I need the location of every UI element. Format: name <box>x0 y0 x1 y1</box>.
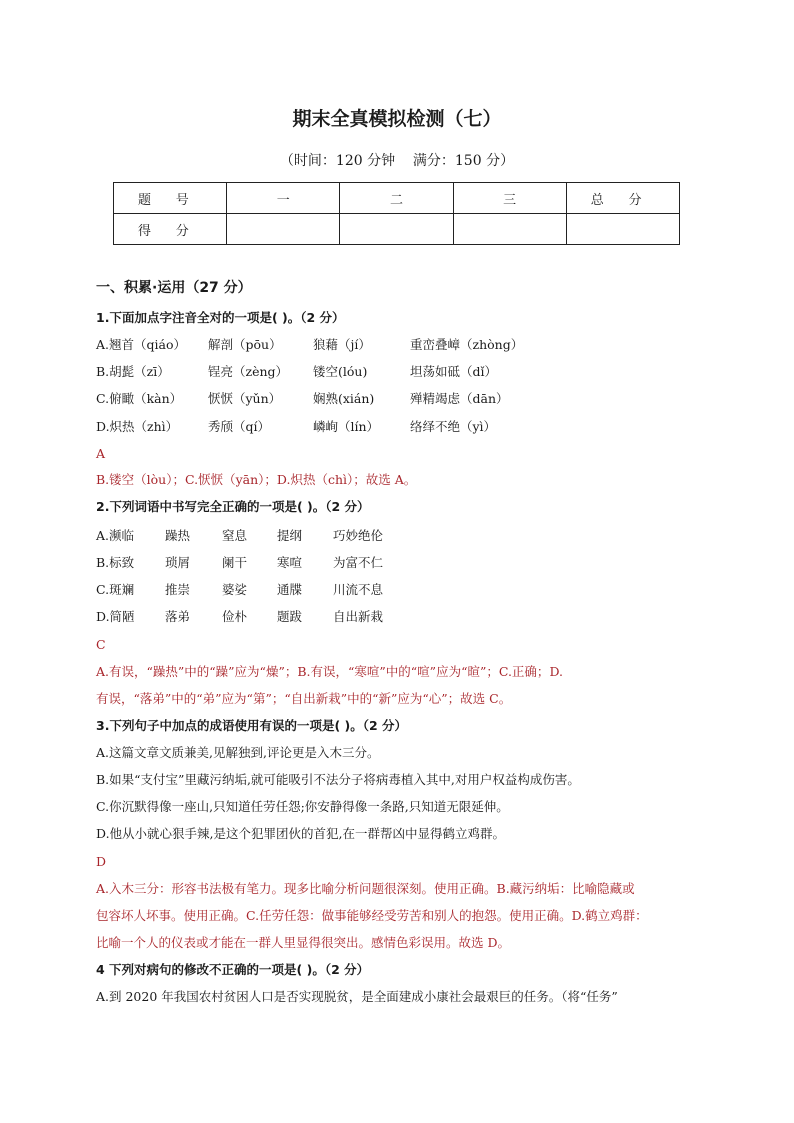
score-input-cell[interactable] <box>227 214 340 245</box>
answer-explanation: A.入木三分：形容书法极有笔力。现多比喻分析问题很深刻。使用正确。B.藏污纳垢：比喻隐藏或 <box>96 881 635 896</box>
option-text: 络绎不绝（yì） <box>410 419 497 434</box>
table-cell: 二 <box>340 183 453 214</box>
table-row <box>114 183 680 214</box>
option-text: 题跋 <box>277 609 303 624</box>
option-b: B.如果“支付宝”里藏污纳垢,就可能吸引不法分子将病毒植入其中,对用户权益构成伤害。 <box>96 772 580 787</box>
option-text: 自出新栽 <box>333 609 384 624</box>
table-cell: 题 号 <box>114 183 227 214</box>
option-text: 为富不仁 <box>333 555 384 570</box>
score-input-cell[interactable] <box>566 214 679 245</box>
table-cell: 得 分 <box>114 214 227 245</box>
option-text: 娴熟(xián) <box>313 391 375 406</box>
option-text: 镂空(lóu) <box>313 364 368 379</box>
option-text: 恹恹（yǔn） <box>208 391 282 406</box>
option-text: 解剖（pōu） <box>208 337 282 352</box>
option-a: A.濒临 <box>96 528 135 543</box>
exam-info: （时间：120 分钟 满分：150 分） <box>279 153 515 169</box>
table-cell: 一 <box>227 183 340 214</box>
option-text: 重峦叠嶂（zhòng） <box>410 337 524 352</box>
option-a: A.翘首（qiáo） <box>96 337 186 352</box>
table-row <box>114 214 680 245</box>
answer-explanation: 有误，“落弟”中的“弟”应为“第”；“自出新栽”中的“新”应为“心”；故选 C。 <box>96 691 512 706</box>
option-text: 推崇 <box>165 582 191 597</box>
answer-explanation: 包容坏人坏事。使用正确。C.任劳任怨：做事能够经受劳苦和别人的抱怨。使用正确。D.鹤立鸡群： <box>96 908 648 923</box>
option-text: 俭朴 <box>222 609 248 624</box>
question-stem: 4 下列对病句的修改不正确的一项是( )。（2 分） <box>96 962 370 977</box>
answer-explanation: A.有误，“躁热”中的“躁”应为“燥”；B.有误，“寒喧”中的“喧”应为“暄”；C.正确；D. <box>96 664 563 679</box>
option-text: 寒喧 <box>277 555 303 570</box>
option-b: B.胡髭（zī） <box>96 364 170 379</box>
score-table <box>113 182 680 245</box>
table-cell: 三 <box>453 183 566 214</box>
score-input-cell[interactable] <box>453 214 566 245</box>
table-cell: 总 分 <box>566 183 679 214</box>
question-stem: 2.下列词语中书写完全正确的一项是( )。（2 分） <box>96 499 370 514</box>
option-text: 窒息 <box>222 528 248 543</box>
option-text: 嶙峋（lín） <box>313 419 380 434</box>
section-heading: 一、积累·运用（27 分） <box>96 280 252 296</box>
question-stem: 1.下面加点字注音全对的一项是( )。（2 分） <box>96 310 345 325</box>
option-text: 坦荡如砥（dǐ） <box>410 364 497 379</box>
option-text: 琐屑 <box>165 555 191 570</box>
question-stem: 3.下列句子中加点的成语使用有误的一项是( )。（2 分） <box>96 718 408 733</box>
option-text: 落弟 <box>165 609 191 624</box>
option-text: 婆娑 <box>222 582 248 597</box>
answer-explanation: 比喻一个人的仪表或才能在一群人里显得很突出。感情色彩误用。故选 D。 <box>96 935 510 950</box>
option-d: D.他从小就心狠手辣,是这个犯罪团伙的首犯,在一群帮凶中显得鹤立鸡群。 <box>96 826 505 841</box>
option-a: A.到 2020 年我国农村贫困人口是否实现脱贫，是全面建成小康社会最艰巨的任务。（将“任务” <box>96 989 618 1004</box>
option-b: B.标致 <box>96 555 135 570</box>
option-text: 躁热 <box>165 528 191 543</box>
option-text: 通牒 <box>277 582 303 597</box>
answer-key: C <box>96 637 106 652</box>
option-text: 川流不息 <box>333 582 384 597</box>
option-a: A.这篇文章文质兼美,见解独到,评论更是入木三分。 <box>96 745 380 760</box>
option-text: 巧妙绝伦 <box>333 528 384 543</box>
option-c: C.俯瞰（kàn） <box>96 391 183 406</box>
option-text: 提纲 <box>277 528 303 543</box>
option-text: 锃亮（zèng） <box>208 364 289 379</box>
option-text: 狼藉（jí） <box>313 337 371 352</box>
option-text: 秀颀（qí） <box>208 419 270 434</box>
answer-key: A <box>96 446 106 461</box>
option-text: 殚精竭虑（dān） <box>410 391 509 406</box>
option-d: D.炽热（zhì） <box>96 419 179 434</box>
option-d: D.简陋 <box>96 609 135 624</box>
page-title: 期末全真模拟检测（七） <box>292 108 502 130</box>
option-c: C.斑斓 <box>96 582 135 597</box>
score-input-cell[interactable] <box>340 214 453 245</box>
option-text: 阑干 <box>222 555 248 570</box>
answer-key: D <box>96 854 107 869</box>
answer-explanation: B.镂空（lòu）；C.恹恹（yān）；D.炽热（chì）；故选 A。 <box>96 472 417 487</box>
option-c: C.你沉默得像一座山,只知道任劳任怨;你安静得像一条路,只知道无限延伸。 <box>96 799 509 814</box>
